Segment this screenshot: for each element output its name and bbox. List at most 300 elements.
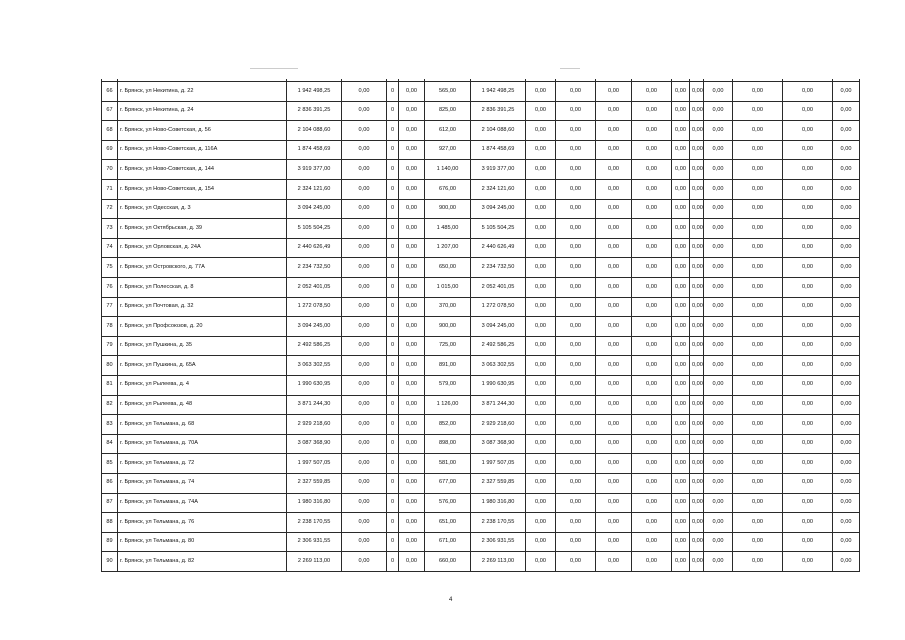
value-cell: 0,00 — [399, 219, 425, 239]
row-number-cell: 90 — [102, 552, 118, 572]
value-cell: 0,00 — [556, 219, 596, 239]
value-cell: 0 — [387, 375, 399, 395]
value-cell: 0,00 — [733, 140, 783, 160]
value-cell: 0,00 — [596, 297, 632, 317]
value-cell: 0,00 — [733, 513, 783, 533]
value-cell: 651,00 — [425, 513, 471, 533]
value-cell: 0,00 — [672, 121, 690, 141]
value-cell: 0,00 — [690, 160, 704, 180]
value-cell: 0,00 — [526, 82, 556, 102]
value-cell: 2 104 088,60 — [287, 121, 342, 141]
value-cell: 0,00 — [733, 415, 783, 435]
value-cell: 0,00 — [690, 82, 704, 102]
value-cell: 0,00 — [556, 552, 596, 572]
value-cell: 0,00 — [596, 395, 632, 415]
value-cell: 0,00 — [399, 297, 425, 317]
value-cell: 0,00 — [704, 258, 733, 278]
value-cell: 0,00 — [733, 356, 783, 376]
value-cell: 576,00 — [425, 493, 471, 513]
value-cell: 0,00 — [526, 258, 556, 278]
value-cell: 2 327 559,85 — [471, 473, 526, 493]
value-cell: 0,00 — [399, 552, 425, 572]
value-cell: 0,00 — [632, 532, 672, 552]
value-cell: 0 — [387, 297, 399, 317]
value-cell: 0,00 — [672, 219, 690, 239]
value-cell: 1 942 498,25 — [287, 82, 342, 102]
value-cell: 0,00 — [526, 180, 556, 200]
value-cell: 2 052 401,05 — [471, 278, 526, 298]
row-number-cell: 71 — [102, 180, 118, 200]
value-cell: 0,00 — [526, 552, 556, 572]
value-cell: 0,00 — [672, 356, 690, 376]
value-cell: 1 485,00 — [425, 219, 471, 239]
value-cell: 3 063 302,55 — [287, 356, 342, 376]
table-row — [102, 160, 860, 180]
value-cell: 0,00 — [556, 238, 596, 258]
value-cell: 0,00 — [596, 415, 632, 435]
value-cell: 0,00 — [733, 238, 783, 258]
value-cell: 565,00 — [425, 82, 471, 102]
row-number-cell: 73 — [102, 219, 118, 239]
value-cell: 0,00 — [632, 513, 672, 533]
value-cell: 0,00 — [596, 356, 632, 376]
value-cell: 0,00 — [526, 297, 556, 317]
value-cell: 0 — [387, 513, 399, 533]
row-number-cell: 66 — [102, 82, 118, 102]
address-cell: г. Брянск, ул Некитина, д. 24 — [118, 101, 287, 121]
value-cell: 0 — [387, 219, 399, 239]
value-cell: 0,00 — [783, 356, 833, 376]
value-cell: 0,00 — [783, 454, 833, 474]
address-cell: г. Брянск, ул Тельмана, д. 72 — [118, 454, 287, 474]
value-cell: 0,00 — [690, 258, 704, 278]
value-cell: 0,00 — [672, 140, 690, 160]
value-cell: 0,00 — [556, 121, 596, 141]
value-cell: 0,00 — [783, 473, 833, 493]
value-cell: 0,00 — [556, 297, 596, 317]
value-cell: 0,00 — [342, 219, 387, 239]
value-cell: 0,00 — [399, 532, 425, 552]
value-cell: 0,00 — [672, 101, 690, 121]
value-cell: 0,00 — [704, 532, 733, 552]
value-cell: 2 836 391,25 — [287, 101, 342, 121]
value-cell: 0,00 — [342, 297, 387, 317]
address-cell: г. Брянск, ул Тельмана, д. 76 — [118, 513, 287, 533]
value-cell: 0,00 — [833, 278, 860, 298]
value-cell: 0,00 — [342, 258, 387, 278]
value-cell: 0,00 — [342, 454, 387, 474]
row-number-cell: 77 — [102, 297, 118, 317]
value-cell: 0,00 — [672, 180, 690, 200]
value-cell: 0,00 — [556, 375, 596, 395]
value-cell: 0 — [387, 82, 399, 102]
value-cell: 0,00 — [833, 493, 860, 513]
value-cell: 0,00 — [596, 375, 632, 395]
value-cell: 0,00 — [690, 101, 704, 121]
value-cell: 0,00 — [833, 532, 860, 552]
row-number-cell: 75 — [102, 258, 118, 278]
value-cell: 0,00 — [672, 513, 690, 533]
value-cell: 0,00 — [690, 317, 704, 337]
value-cell: 0,00 — [672, 493, 690, 513]
value-cell: 0,00 — [526, 238, 556, 258]
value-cell: 0,00 — [672, 278, 690, 298]
value-cell: 0,00 — [833, 395, 860, 415]
value-cell: 0,00 — [833, 219, 860, 239]
value-cell: 5 105 504,25 — [287, 219, 342, 239]
value-cell: 0,00 — [342, 395, 387, 415]
address-cell: г. Брянск, ул Ново-Советская, д. 56 — [118, 121, 287, 141]
value-cell: 0,00 — [399, 473, 425, 493]
value-cell: 0,00 — [690, 552, 704, 572]
value-cell: 0,00 — [399, 513, 425, 533]
value-cell: 0,00 — [704, 101, 733, 121]
value-cell: 0,00 — [342, 180, 387, 200]
value-cell: 0,00 — [342, 278, 387, 298]
value-cell: 0,00 — [526, 121, 556, 141]
value-cell: 3 087 368,90 — [471, 434, 526, 454]
value-cell: 0,00 — [704, 493, 733, 513]
address-cell: г. Брянск, ул Тельмана, д. 74 — [118, 473, 287, 493]
value-cell: 0,00 — [733, 219, 783, 239]
value-cell: 1 272 078,50 — [471, 297, 526, 317]
value-cell: 0,00 — [833, 434, 860, 454]
value-cell: 0,00 — [342, 473, 387, 493]
value-cell: 0,00 — [733, 297, 783, 317]
value-cell: 0,00 — [632, 82, 672, 102]
value-cell: 2 324 121,60 — [287, 180, 342, 200]
value-cell: 2 836 391,25 — [471, 101, 526, 121]
value-cell: 0,00 — [526, 532, 556, 552]
value-cell: 0,00 — [733, 258, 783, 278]
value-cell: 0,00 — [399, 160, 425, 180]
value-cell: 612,00 — [425, 121, 471, 141]
value-cell: 0,00 — [399, 140, 425, 160]
value-cell: 0,00 — [399, 278, 425, 298]
value-cell: 0,00 — [704, 238, 733, 258]
value-cell: 0 — [387, 434, 399, 454]
value-cell: 0 — [387, 356, 399, 376]
value-cell: 0,00 — [632, 473, 672, 493]
value-cell: 0,00 — [690, 513, 704, 533]
value-cell: 2 104 088,60 — [471, 121, 526, 141]
value-cell: 0,00 — [632, 434, 672, 454]
value-cell: 370,00 — [425, 297, 471, 317]
value-cell: 650,00 — [425, 258, 471, 278]
value-cell: 0,00 — [632, 552, 672, 572]
value-cell: 0,00 — [783, 532, 833, 552]
value-cell: 3 094 245,00 — [287, 317, 342, 337]
value-cell: 0,00 — [556, 336, 596, 356]
value-cell: 2 324 121,60 — [471, 180, 526, 200]
value-cell: 1 140,00 — [425, 160, 471, 180]
value-cell: 660,00 — [425, 552, 471, 572]
value-cell: 0,00 — [596, 317, 632, 337]
value-cell: 0 — [387, 180, 399, 200]
value-cell: 1 980 316,80 — [287, 493, 342, 513]
value-cell: 0,00 — [733, 121, 783, 141]
table-row — [102, 82, 860, 102]
value-cell: 3 094 245,00 — [287, 199, 342, 219]
value-cell: 2 327 559,85 — [287, 473, 342, 493]
value-cell: 0,00 — [704, 473, 733, 493]
value-cell: 0,00 — [632, 140, 672, 160]
value-cell: 0 — [387, 415, 399, 435]
row-number-cell: 79 — [102, 336, 118, 356]
value-cell: 0,00 — [672, 415, 690, 435]
value-cell: 0,00 — [632, 219, 672, 239]
value-cell: 0,00 — [556, 532, 596, 552]
value-cell: 0,00 — [733, 532, 783, 552]
value-cell: 2 306 931,55 — [471, 532, 526, 552]
value-cell: 900,00 — [425, 199, 471, 219]
value-cell: 0,00 — [833, 160, 860, 180]
table-row — [102, 375, 860, 395]
value-cell: 0,00 — [556, 101, 596, 121]
value-cell: 2 234 732,50 — [287, 258, 342, 278]
value-cell: 1 942 498,25 — [471, 82, 526, 102]
value-cell: 1 272 078,50 — [287, 297, 342, 317]
value-cell: 0,00 — [399, 356, 425, 376]
value-cell: 2 269 113,00 — [287, 552, 342, 572]
value-cell: 0,00 — [672, 434, 690, 454]
value-cell: 0,00 — [833, 513, 860, 533]
value-cell: 2 269 113,00 — [471, 552, 526, 572]
value-cell: 0,00 — [733, 336, 783, 356]
value-cell: 0,00 — [556, 278, 596, 298]
row-number-cell: 88 — [102, 513, 118, 533]
value-cell: 0 — [387, 121, 399, 141]
address-cell: г. Брянск, ул Пушкина, д. 65А — [118, 356, 287, 376]
value-cell: 0 — [387, 336, 399, 356]
value-cell: 0,00 — [690, 180, 704, 200]
value-cell: 0,00 — [833, 454, 860, 474]
value-cell: 0,00 — [783, 101, 833, 121]
value-cell: 0,00 — [596, 454, 632, 474]
address-cell: г. Брянск, ул Ново-Советская, д. 116А — [118, 140, 287, 160]
value-cell: 0,00 — [783, 297, 833, 317]
value-cell: 0,00 — [596, 278, 632, 298]
table-body — [102, 79, 860, 572]
table-row — [102, 473, 860, 493]
value-cell: 0 — [387, 532, 399, 552]
value-cell: 0,00 — [704, 180, 733, 200]
value-cell: 927,00 — [425, 140, 471, 160]
value-cell: 2 234 732,50 — [471, 258, 526, 278]
value-cell: 2 929 218,60 — [471, 415, 526, 435]
value-cell: 2 238 170,55 — [471, 513, 526, 533]
value-cell: 3 871 244,30 — [471, 395, 526, 415]
value-cell: 0,00 — [342, 160, 387, 180]
value-cell: 0,00 — [596, 336, 632, 356]
table-row — [102, 140, 860, 160]
value-cell: 0 — [387, 552, 399, 572]
value-cell: 0,00 — [672, 258, 690, 278]
address-cell: г. Брянск, ул Полесская, д. 8 — [118, 278, 287, 298]
value-cell: 0,00 — [596, 258, 632, 278]
table-row — [102, 434, 860, 454]
value-cell: 0,00 — [632, 278, 672, 298]
value-cell: 0,00 — [526, 513, 556, 533]
table-row — [102, 513, 860, 533]
value-cell: 0,00 — [342, 121, 387, 141]
value-cell: 0,00 — [632, 395, 672, 415]
value-cell: 0,00 — [632, 415, 672, 435]
value-cell: 0 — [387, 101, 399, 121]
value-cell: 0,00 — [690, 532, 704, 552]
value-cell: 0,00 — [704, 375, 733, 395]
address-cell: г. Брянск, ул Тельмана, д. 74А — [118, 493, 287, 513]
row-number-cell: 81 — [102, 375, 118, 395]
table-row — [102, 258, 860, 278]
value-cell: 0,00 — [783, 180, 833, 200]
value-cell: 0,00 — [399, 415, 425, 435]
value-cell: 0 — [387, 278, 399, 298]
value-cell: 0,00 — [596, 238, 632, 258]
value-cell: 2 929 218,60 — [287, 415, 342, 435]
table-row — [102, 336, 860, 356]
table-row — [102, 219, 860, 239]
value-cell: 0,00 — [733, 82, 783, 102]
address-cell: г. Брянск, ул Тельмана, д. 68 — [118, 415, 287, 435]
value-cell: 0 — [387, 395, 399, 415]
table-row — [102, 121, 860, 141]
value-cell: 0,00 — [556, 140, 596, 160]
value-cell: 0,00 — [704, 317, 733, 337]
row-number-cell: 80 — [102, 356, 118, 376]
value-cell: 0,00 — [704, 297, 733, 317]
address-cell: г. Брянск, ул Ново-Советская, д. 154 — [118, 180, 287, 200]
value-cell: 0,00 — [632, 493, 672, 513]
table-row — [102, 356, 860, 376]
value-cell: 1 980 316,80 — [471, 493, 526, 513]
value-cell: 0,00 — [556, 454, 596, 474]
value-cell: 0,00 — [733, 278, 783, 298]
value-cell: 0,00 — [556, 473, 596, 493]
value-cell: 0,00 — [672, 317, 690, 337]
value-cell: 2 238 170,55 — [287, 513, 342, 533]
address-cell: г. Брянск, ул Профсоюзов, д. 20 — [118, 317, 287, 337]
value-cell: 0,00 — [526, 160, 556, 180]
value-cell: 1 207,00 — [425, 238, 471, 258]
address-cell: г. Брянск, ул Орловская, д. 24А — [118, 238, 287, 258]
table-row — [102, 199, 860, 219]
value-cell: 0,00 — [526, 473, 556, 493]
value-cell: 0,00 — [733, 395, 783, 415]
value-cell: 0 — [387, 493, 399, 513]
value-cell: 677,00 — [425, 473, 471, 493]
value-cell: 0,00 — [556, 434, 596, 454]
value-cell: 2 440 626,49 — [471, 238, 526, 258]
value-cell: 0,00 — [596, 121, 632, 141]
value-cell: 0,00 — [556, 160, 596, 180]
value-cell: 0,00 — [690, 415, 704, 435]
value-cell: 0,00 — [704, 552, 733, 572]
value-cell: 0,00 — [526, 454, 556, 474]
value-cell: 0,00 — [342, 513, 387, 533]
table-row — [102, 180, 860, 200]
value-cell: 0,00 — [596, 82, 632, 102]
value-cell: 3 094 245,00 — [471, 317, 526, 337]
value-cell: 0,00 — [596, 160, 632, 180]
value-cell: 0,00 — [833, 238, 860, 258]
value-cell: 0,00 — [783, 336, 833, 356]
value-cell: 579,00 — [425, 375, 471, 395]
value-cell: 0,00 — [632, 199, 672, 219]
value-cell: 0,00 — [690, 395, 704, 415]
value-cell: 0,00 — [399, 101, 425, 121]
value-cell: 0,00 — [342, 140, 387, 160]
value-cell: 0,00 — [342, 356, 387, 376]
value-cell: 0,00 — [526, 356, 556, 376]
value-cell: 0,00 — [733, 552, 783, 572]
value-cell: 0,00 — [632, 238, 672, 258]
value-cell: 3 087 368,90 — [287, 434, 342, 454]
value-cell: 0,00 — [833, 121, 860, 141]
value-cell: 0,00 — [733, 160, 783, 180]
value-cell: 0,00 — [399, 493, 425, 513]
value-cell: 0,00 — [783, 278, 833, 298]
value-cell: 0,00 — [399, 199, 425, 219]
value-cell: 0,00 — [733, 199, 783, 219]
value-cell: 0,00 — [596, 552, 632, 572]
value-cell: 0,00 — [833, 258, 860, 278]
row-number-cell: 82 — [102, 395, 118, 415]
value-cell: 0,00 — [704, 434, 733, 454]
value-cell: 0,00 — [596, 513, 632, 533]
value-cell: 0,00 — [632, 375, 672, 395]
value-cell: 0,00 — [704, 454, 733, 474]
value-cell: 0,00 — [399, 317, 425, 337]
value-cell: 0 — [387, 473, 399, 493]
value-cell: 900,00 — [425, 317, 471, 337]
value-cell: 0,00 — [783, 82, 833, 102]
value-cell: 5 105 504,25 — [471, 219, 526, 239]
value-cell: 0 — [387, 454, 399, 474]
value-cell: 0,00 — [690, 121, 704, 141]
value-cell: 0,00 — [596, 219, 632, 239]
value-cell: 891,00 — [425, 356, 471, 376]
value-cell: 0,00 — [556, 180, 596, 200]
row-number-cell: 69 — [102, 140, 118, 160]
value-cell: 0,00 — [342, 101, 387, 121]
value-cell: 852,00 — [425, 415, 471, 435]
value-cell: 0,00 — [526, 199, 556, 219]
value-cell: 0,00 — [632, 258, 672, 278]
value-cell: 0,00 — [783, 513, 833, 533]
value-cell: 0,00 — [342, 532, 387, 552]
value-cell: 0,00 — [704, 513, 733, 533]
value-cell: 0,00 — [690, 336, 704, 356]
value-cell: 1 126,00 — [425, 395, 471, 415]
value-cell: 0,00 — [833, 552, 860, 572]
row-number-cell: 76 — [102, 278, 118, 298]
value-cell: 0,00 — [704, 219, 733, 239]
value-cell: 0,00 — [704, 160, 733, 180]
value-cell: 0,00 — [833, 199, 860, 219]
value-cell: 0,00 — [733, 434, 783, 454]
value-cell: 0,00 — [690, 356, 704, 376]
value-cell: 0,00 — [556, 395, 596, 415]
value-cell: 0 — [387, 160, 399, 180]
value-cell: 1 997 507,05 — [471, 454, 526, 474]
scan-mark — [560, 68, 580, 69]
value-cell: 0 — [387, 199, 399, 219]
value-cell: 0,00 — [833, 415, 860, 435]
value-cell: 0,00 — [596, 199, 632, 219]
value-cell: 0,00 — [526, 395, 556, 415]
value-cell: 0,00 — [632, 101, 672, 121]
